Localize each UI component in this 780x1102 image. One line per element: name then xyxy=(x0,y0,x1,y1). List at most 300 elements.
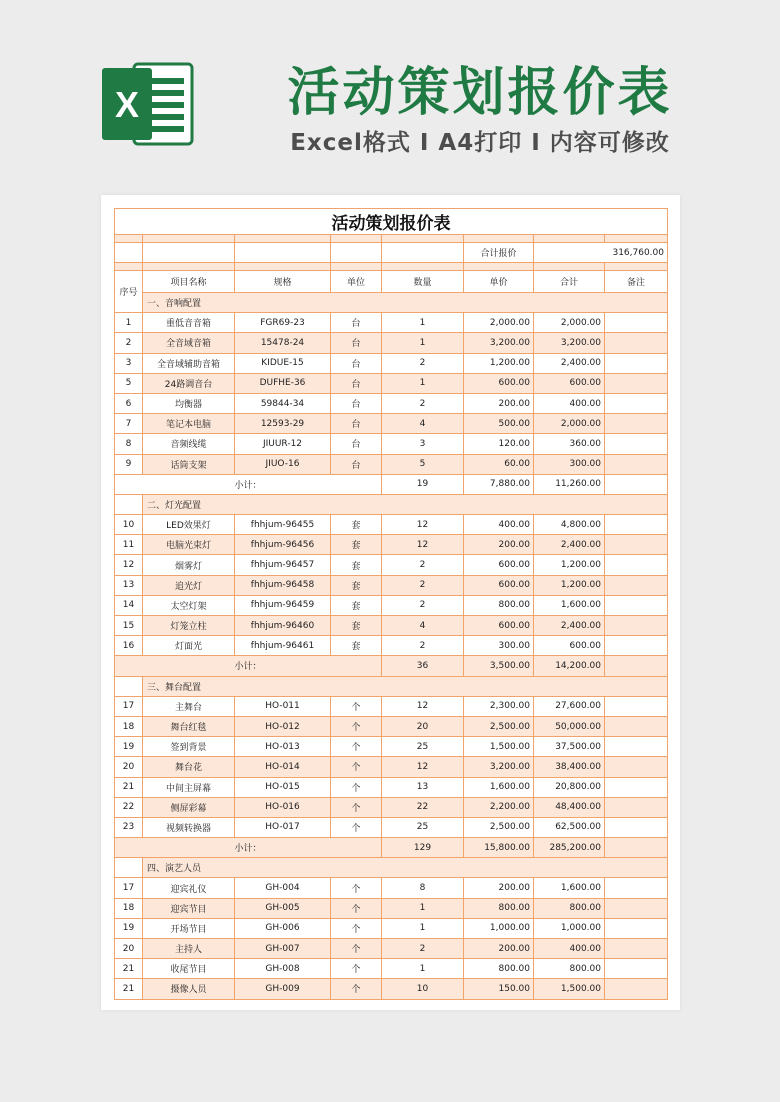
item-qty[interactable]: 12 xyxy=(382,535,464,555)
item-note[interactable] xyxy=(605,636,668,656)
item-spec[interactable]: HO-012 xyxy=(235,716,331,736)
item-qty[interactable]: 4 xyxy=(382,414,464,434)
table-row xyxy=(115,333,668,353)
item-qty[interactable]: 1 xyxy=(382,333,464,353)
item-unit[interactable]: 台 xyxy=(331,313,382,333)
table-row xyxy=(115,918,668,938)
table-row xyxy=(115,979,668,999)
item-price[interactable]: 2,500.00 xyxy=(464,817,534,837)
item-sum[interactable]: 1,500.00 xyxy=(534,979,605,999)
item-sum[interactable]: 48,400.00 xyxy=(534,797,605,817)
item-sum[interactable]: 800.00 xyxy=(534,959,605,979)
item-spec[interactable]: fhhjum-96461 xyxy=(235,636,331,656)
item-name[interactable]: 主舞台 xyxy=(143,696,235,716)
item-spec[interactable]: GH-005 xyxy=(235,898,331,918)
item-price[interactable]: 600.00 xyxy=(464,616,534,636)
item-price[interactable]: 200.00 xyxy=(464,939,534,959)
item-note[interactable] xyxy=(605,373,668,393)
table-row xyxy=(115,535,668,555)
item-sum[interactable]: 20,800.00 xyxy=(534,777,605,797)
row-number[interactable]: 2 xyxy=(115,333,143,353)
item-spec[interactable]: JIUUR-12 xyxy=(235,434,331,454)
item-price[interactable]: 1,200.00 xyxy=(464,353,534,373)
item-price[interactable]: 150.00 xyxy=(464,979,534,999)
subtotal-qty[interactable]: 129 xyxy=(382,838,464,858)
item-spec[interactable]: DUFHE-36 xyxy=(235,373,331,393)
item-sum[interactable]: 2,400.00 xyxy=(534,353,605,373)
item-name[interactable]: 签到背景 xyxy=(143,737,235,757)
item-name[interactable]: 24路调音台 xyxy=(143,373,235,393)
item-price[interactable]: 1,500.00 xyxy=(464,737,534,757)
item-unit[interactable]: 台 xyxy=(331,434,382,454)
item-qty[interactable]: 1 xyxy=(382,959,464,979)
item-price[interactable]: 1,600.00 xyxy=(464,777,534,797)
item-name[interactable]: 主持人 xyxy=(143,939,235,959)
item-price[interactable]: 2,500.00 xyxy=(464,716,534,736)
row-number[interactable]: 20 xyxy=(115,939,143,959)
item-name[interactable]: 灯面光 xyxy=(143,636,235,656)
svg-text:X: X xyxy=(114,84,140,125)
item-qty[interactable]: 2 xyxy=(382,939,464,959)
item-unit[interactable]: 套 xyxy=(331,636,382,656)
subtotal-sum[interactable]: 285,200.00 xyxy=(534,838,605,858)
item-unit[interactable]: 个 xyxy=(331,737,382,757)
item-sum[interactable]: 2,400.00 xyxy=(534,535,605,555)
item-unit[interactable]: 套 xyxy=(331,515,382,535)
item-name[interactable]: 重低音音箱 xyxy=(143,313,235,333)
item-qty[interactable]: 25 xyxy=(382,737,464,757)
subtotal-row xyxy=(115,656,668,676)
row-number[interactable]: 3 xyxy=(115,353,143,373)
item-spec[interactable]: fhhjum-96458 xyxy=(235,575,331,595)
item-note[interactable] xyxy=(605,757,668,777)
item-note[interactable] xyxy=(605,918,668,938)
item-name[interactable]: 收尾节目 xyxy=(143,959,235,979)
item-price[interactable]: 600.00 xyxy=(464,575,534,595)
item-note[interactable] xyxy=(605,434,668,454)
item-sum[interactable]: 360.00 xyxy=(534,434,605,454)
item-spec[interactable]: fhhjum-96459 xyxy=(235,595,331,615)
item-price[interactable]: 3,200.00 xyxy=(464,333,534,353)
total-label: 合计报价 xyxy=(464,243,534,263)
table-row xyxy=(115,515,668,535)
row-number[interactable]: 21 xyxy=(115,959,143,979)
sheet-title: 活动策划报价表 xyxy=(115,209,668,235)
item-qty[interactable]: 12 xyxy=(382,515,464,535)
item-sum[interactable]: 3,200.00 xyxy=(534,333,605,353)
table-row xyxy=(115,353,668,373)
subtotal-row xyxy=(115,838,668,858)
item-qty[interactable]: 3 xyxy=(382,434,464,454)
item-qty[interactable]: 5 xyxy=(382,454,464,474)
item-sum[interactable]: 400.00 xyxy=(534,939,605,959)
item-qty[interactable]: 22 xyxy=(382,797,464,817)
table-row xyxy=(115,393,668,413)
table-row xyxy=(115,939,668,959)
item-spec[interactable]: fhhjum-96457 xyxy=(235,555,331,575)
item-unit[interactable]: 个 xyxy=(331,757,382,777)
item-name[interactable]: 中间主屏幕 xyxy=(143,777,235,797)
item-sum[interactable]: 600.00 xyxy=(534,636,605,656)
item-price[interactable]: 800.00 xyxy=(464,959,534,979)
spacer-row xyxy=(115,263,668,271)
item-spec[interactable]: GH-006 xyxy=(235,918,331,938)
item-unit[interactable]: 个 xyxy=(331,959,382,979)
item-name[interactable]: 开场节目 xyxy=(143,918,235,938)
row-number[interactable]: 16 xyxy=(115,636,143,656)
item-name[interactable]: 舞台花 xyxy=(143,757,235,777)
item-unit[interactable]: 台 xyxy=(331,353,382,373)
item-unit[interactable]: 个 xyxy=(331,979,382,999)
row-number[interactable]: 11 xyxy=(115,535,143,555)
row-number[interactable]: 20 xyxy=(115,757,143,777)
section-title: 三、舞台配置 xyxy=(143,676,668,696)
item-unit[interactable]: 个 xyxy=(331,878,382,898)
subtotal-price[interactable]: 7,880.00 xyxy=(464,474,534,494)
table-row xyxy=(115,454,668,474)
table-row xyxy=(115,373,668,393)
total-row xyxy=(115,243,668,263)
table-row xyxy=(115,737,668,757)
item-name[interactable]: 迎宾节目 xyxy=(143,898,235,918)
subtotal-qty[interactable]: 36 xyxy=(382,656,464,676)
item-name[interactable]: 追光灯 xyxy=(143,575,235,595)
item-unit[interactable]: 套 xyxy=(331,535,382,555)
item-sum[interactable]: 2,000.00 xyxy=(534,313,605,333)
item-sum[interactable]: 62,500.00 xyxy=(534,817,605,837)
item-note[interactable] xyxy=(605,898,668,918)
item-sum[interactable]: 2,400.00 xyxy=(534,616,605,636)
item-unit[interactable]: 套 xyxy=(331,555,382,575)
item-spec[interactable]: HO-011 xyxy=(235,696,331,716)
item-unit[interactable]: 个 xyxy=(331,939,382,959)
item-name[interactable]: 烟雾灯 xyxy=(143,555,235,575)
item-spec[interactable]: KIDUE-15 xyxy=(235,353,331,373)
item-qty[interactable]: 2 xyxy=(382,555,464,575)
item-sum[interactable]: 4,800.00 xyxy=(534,515,605,535)
item-spec[interactable]: JIUO-16 xyxy=(235,454,331,474)
total-value[interactable]: 316,760.00 xyxy=(534,243,668,263)
item-qty[interactable]: 25 xyxy=(382,817,464,837)
item-spec[interactable]: GH-004 xyxy=(235,878,331,898)
table-row xyxy=(115,595,668,615)
item-unit[interactable]: 套 xyxy=(331,616,382,636)
row-number[interactable]: 1 xyxy=(115,313,143,333)
row-number[interactable]: 22 xyxy=(115,797,143,817)
item-sum[interactable]: 300.00 xyxy=(534,454,605,474)
subtotal-price[interactable]: 15,800.00 xyxy=(464,838,534,858)
table-row xyxy=(115,555,668,575)
item-name[interactable]: 音频线缆 xyxy=(143,434,235,454)
item-price[interactable]: 600.00 xyxy=(464,373,534,393)
section-row xyxy=(115,494,668,514)
item-qty[interactable]: 2 xyxy=(382,595,464,615)
item-qty[interactable]: 13 xyxy=(382,777,464,797)
table-row xyxy=(115,313,668,333)
table-row xyxy=(115,757,668,777)
item-note[interactable] xyxy=(605,393,668,413)
row-number[interactable]: 8 xyxy=(115,434,143,454)
table-row xyxy=(115,696,668,716)
item-note[interactable] xyxy=(605,616,668,636)
item-sum[interactable]: 37,500.00 xyxy=(534,737,605,757)
item-spec[interactable]: 15478-24 xyxy=(235,333,331,353)
item-unit[interactable]: 个 xyxy=(331,918,382,938)
item-qty[interactable]: 1 xyxy=(382,313,464,333)
row-number[interactable]: 19 xyxy=(115,737,143,757)
row-number[interactable]: 13 xyxy=(115,575,143,595)
item-sum[interactable]: 800.00 xyxy=(534,898,605,918)
subtotal-price[interactable]: 3,500.00 xyxy=(464,656,534,676)
table-row xyxy=(115,434,668,454)
item-qty[interactable]: 12 xyxy=(382,757,464,777)
item-name[interactable]: 迎宾礼仪 xyxy=(143,878,235,898)
item-qty[interactable]: 1 xyxy=(382,898,464,918)
subtotal-label: 小计： xyxy=(115,838,382,858)
item-name[interactable]: 舞台红毯 xyxy=(143,716,235,736)
item-note[interactable] xyxy=(605,817,668,837)
item-name[interactable]: 摄像人员 xyxy=(143,979,235,999)
item-spec[interactable]: 12593-29 xyxy=(235,414,331,434)
item-qty[interactable]: 2 xyxy=(382,393,464,413)
section-row xyxy=(115,293,668,313)
item-note[interactable] xyxy=(605,535,668,555)
header-seq: 序号 xyxy=(115,271,143,313)
item-name[interactable]: 视频转换器 xyxy=(143,817,235,837)
item-name[interactable]: 太空灯架 xyxy=(143,595,235,615)
item-sum[interactable]: 1,600.00 xyxy=(534,595,605,615)
row-number[interactable]: 21 xyxy=(115,777,143,797)
spacer-row xyxy=(115,235,668,243)
section-title: 二、灯光配置 xyxy=(143,494,668,514)
header-price: 单价 xyxy=(464,271,534,293)
header-name: 项目名称 xyxy=(143,271,235,293)
item-unit[interactable]: 个 xyxy=(331,898,382,918)
item-name[interactable]: 话筒支架 xyxy=(143,454,235,474)
item-spec[interactable]: HO-015 xyxy=(235,777,331,797)
item-spec[interactable]: fhhjum-96455 xyxy=(235,515,331,535)
item-sum[interactable]: 400.00 xyxy=(534,393,605,413)
item-price[interactable]: 200.00 xyxy=(464,535,534,555)
row-number[interactable]: 18 xyxy=(115,898,143,918)
row-number[interactable]: 7 xyxy=(115,414,143,434)
item-note[interactable] xyxy=(605,939,668,959)
item-note[interactable] xyxy=(605,353,668,373)
item-name[interactable]: 均衡器 xyxy=(143,393,235,413)
item-price[interactable]: 400.00 xyxy=(464,515,534,535)
item-spec[interactable]: HO-014 xyxy=(235,757,331,777)
table-row xyxy=(115,898,668,918)
item-note[interactable] xyxy=(605,333,668,353)
banner-title: 活动策划报价表 xyxy=(287,63,673,123)
table-row xyxy=(115,575,668,595)
row-number[interactable]: 10 xyxy=(115,515,143,535)
item-price[interactable]: 500.00 xyxy=(464,414,534,434)
item-sum[interactable]: 2,000.00 xyxy=(534,414,605,434)
item-price[interactable]: 2,200.00 xyxy=(464,797,534,817)
excel-logo-icon xyxy=(100,58,196,150)
row-number[interactable]: 9 xyxy=(115,454,143,474)
header-sum: 合计 xyxy=(534,271,605,293)
subtotal-note[interactable] xyxy=(605,474,668,494)
item-price[interactable]: 60.00 xyxy=(464,454,534,474)
header-unit: 单位 xyxy=(331,271,382,293)
item-spec[interactable]: GH-009 xyxy=(235,979,331,999)
subtotal-label: 小计： xyxy=(115,656,382,676)
item-sum[interactable]: 1,600.00 xyxy=(534,878,605,898)
item-price[interactable]: 2,000.00 xyxy=(464,313,534,333)
item-unit[interactable]: 个 xyxy=(331,817,382,837)
item-qty[interactable]: 1 xyxy=(382,373,464,393)
item-note[interactable] xyxy=(605,515,668,535)
item-spec[interactable]: HO-017 xyxy=(235,817,331,837)
table-row xyxy=(115,817,668,837)
item-qty[interactable]: 8 xyxy=(382,878,464,898)
item-note[interactable] xyxy=(605,878,668,898)
row-number[interactable]: 17 xyxy=(115,878,143,898)
item-unit[interactable]: 个 xyxy=(331,797,382,817)
item-name[interactable]: 全音域辅助音箱 xyxy=(143,353,235,373)
quote-table xyxy=(114,208,668,1000)
row-number[interactable]: 17 xyxy=(115,696,143,716)
item-price[interactable]: 3,200.00 xyxy=(464,757,534,777)
item-unit[interactable]: 台 xyxy=(331,373,382,393)
spreadsheet-page xyxy=(101,195,680,1010)
item-unit[interactable]: 个 xyxy=(331,696,382,716)
row-number[interactable]: 14 xyxy=(115,595,143,615)
section-title: 一、音响配置 xyxy=(143,293,668,313)
item-unit[interactable]: 台 xyxy=(331,414,382,434)
row-number[interactable]: 15 xyxy=(115,616,143,636)
item-qty[interactable]: 12 xyxy=(382,696,464,716)
item-spec[interactable]: HO-016 xyxy=(235,797,331,817)
banner xyxy=(0,0,780,190)
item-name[interactable]: 笔记本电脑 xyxy=(143,414,235,434)
item-price[interactable]: 2,300.00 xyxy=(464,696,534,716)
item-note[interactable] xyxy=(605,414,668,434)
item-note[interactable] xyxy=(605,555,668,575)
row-number[interactable]: 18 xyxy=(115,716,143,736)
item-spec[interactable]: fhhjum-96456 xyxy=(235,535,331,555)
item-spec[interactable]: FGR69-23 xyxy=(235,313,331,333)
table-row xyxy=(115,878,668,898)
item-unit[interactable]: 套 xyxy=(331,575,382,595)
item-spec[interactable]: 59844-34 xyxy=(235,393,331,413)
item-note[interactable] xyxy=(605,696,668,716)
item-qty[interactable]: 4 xyxy=(382,616,464,636)
subtotal-label: 小计： xyxy=(115,474,382,494)
item-name[interactable]: LED效果灯 xyxy=(143,515,235,535)
item-unit[interactable]: 台 xyxy=(331,333,382,353)
item-sum[interactable]: 27,600.00 xyxy=(534,696,605,716)
item-note[interactable] xyxy=(605,777,668,797)
row-number[interactable]: 21 xyxy=(115,979,143,999)
subtotal-sum[interactable]: 14,200.00 xyxy=(534,656,605,676)
item-price[interactable]: 300.00 xyxy=(464,636,534,656)
item-sum[interactable]: 38,400.00 xyxy=(534,757,605,777)
row-number[interactable]: 19 xyxy=(115,918,143,938)
item-price[interactable]: 800.00 xyxy=(464,595,534,615)
item-unit[interactable]: 套 xyxy=(331,595,382,615)
row-number[interactable]: 12 xyxy=(115,555,143,575)
item-sum[interactable]: 1,200.00 xyxy=(534,555,605,575)
item-note[interactable] xyxy=(605,959,668,979)
item-unit[interactable]: 个 xyxy=(331,716,382,736)
row-number[interactable]: 5 xyxy=(115,373,143,393)
item-note[interactable] xyxy=(605,797,668,817)
item-price[interactable]: 1,000.00 xyxy=(464,918,534,938)
item-note[interactable] xyxy=(605,979,668,999)
table-row xyxy=(115,777,668,797)
item-note[interactable] xyxy=(605,716,668,736)
table-row xyxy=(115,797,668,817)
item-name[interactable]: 电脑光束灯 xyxy=(143,535,235,555)
item-qty[interactable]: 2 xyxy=(382,575,464,595)
header-row xyxy=(115,271,668,293)
item-unit[interactable]: 台 xyxy=(331,454,382,474)
item-qty[interactable]: 2 xyxy=(382,353,464,373)
item-sum[interactable]: 1,200.00 xyxy=(534,575,605,595)
item-spec[interactable]: GH-007 xyxy=(235,939,331,959)
item-name[interactable]: 全音域音箱 xyxy=(143,333,235,353)
item-price[interactable]: 120.00 xyxy=(464,434,534,454)
item-price[interactable]: 200.00 xyxy=(464,878,534,898)
row-number[interactable]: 6 xyxy=(115,393,143,413)
table-row xyxy=(115,616,668,636)
item-spec[interactable]: GH-008 xyxy=(235,959,331,979)
item-note[interactable] xyxy=(605,313,668,333)
section-title: 四、演艺人员 xyxy=(143,858,668,878)
table-row xyxy=(115,716,668,736)
subtotal-note[interactable] xyxy=(605,838,668,858)
item-unit[interactable]: 个 xyxy=(331,777,382,797)
subtotal-sum[interactable]: 11,260.00 xyxy=(534,474,605,494)
sheet-title-row xyxy=(115,209,668,235)
table-row xyxy=(115,414,668,434)
item-price[interactable]: 600.00 xyxy=(464,555,534,575)
item-qty[interactable]: 2 xyxy=(382,636,464,656)
subtotal-qty[interactable]: 19 xyxy=(382,474,464,494)
item-price[interactable]: 800.00 xyxy=(464,898,534,918)
item-sum[interactable]: 1,000.00 xyxy=(534,918,605,938)
item-qty[interactable]: 1 xyxy=(382,918,464,938)
item-sum[interactable]: 600.00 xyxy=(534,373,605,393)
item-name[interactable]: 灯笼立柱 xyxy=(143,616,235,636)
item-name[interactable]: 侧屏彩幕 xyxy=(143,797,235,817)
item-note[interactable] xyxy=(605,595,668,615)
subtotal-row xyxy=(115,474,668,494)
row-number[interactable]: 23 xyxy=(115,817,143,837)
item-note[interactable] xyxy=(605,575,668,595)
subtotal-note[interactable] xyxy=(605,656,668,676)
table-row xyxy=(115,959,668,979)
item-note[interactable] xyxy=(605,454,668,474)
item-sum[interactable]: 50,000.00 xyxy=(534,716,605,736)
item-spec[interactable]: HO-013 xyxy=(235,737,331,757)
item-spec[interactable]: fhhjum-96460 xyxy=(235,616,331,636)
section-row xyxy=(115,676,668,696)
section-row xyxy=(115,858,668,878)
item-note[interactable] xyxy=(605,737,668,757)
header-note: 备注 xyxy=(605,271,668,293)
item-unit[interactable]: 台 xyxy=(331,393,382,413)
item-price[interactable]: 200.00 xyxy=(464,393,534,413)
item-qty[interactable]: 20 xyxy=(382,716,464,736)
header-qty: 数量 xyxy=(382,271,464,293)
banner-subtitle: Excel格式 I A4打印 I 内容可修改 xyxy=(290,130,670,156)
header-spec: 规格 xyxy=(235,271,331,293)
item-qty[interactable]: 10 xyxy=(382,979,464,999)
